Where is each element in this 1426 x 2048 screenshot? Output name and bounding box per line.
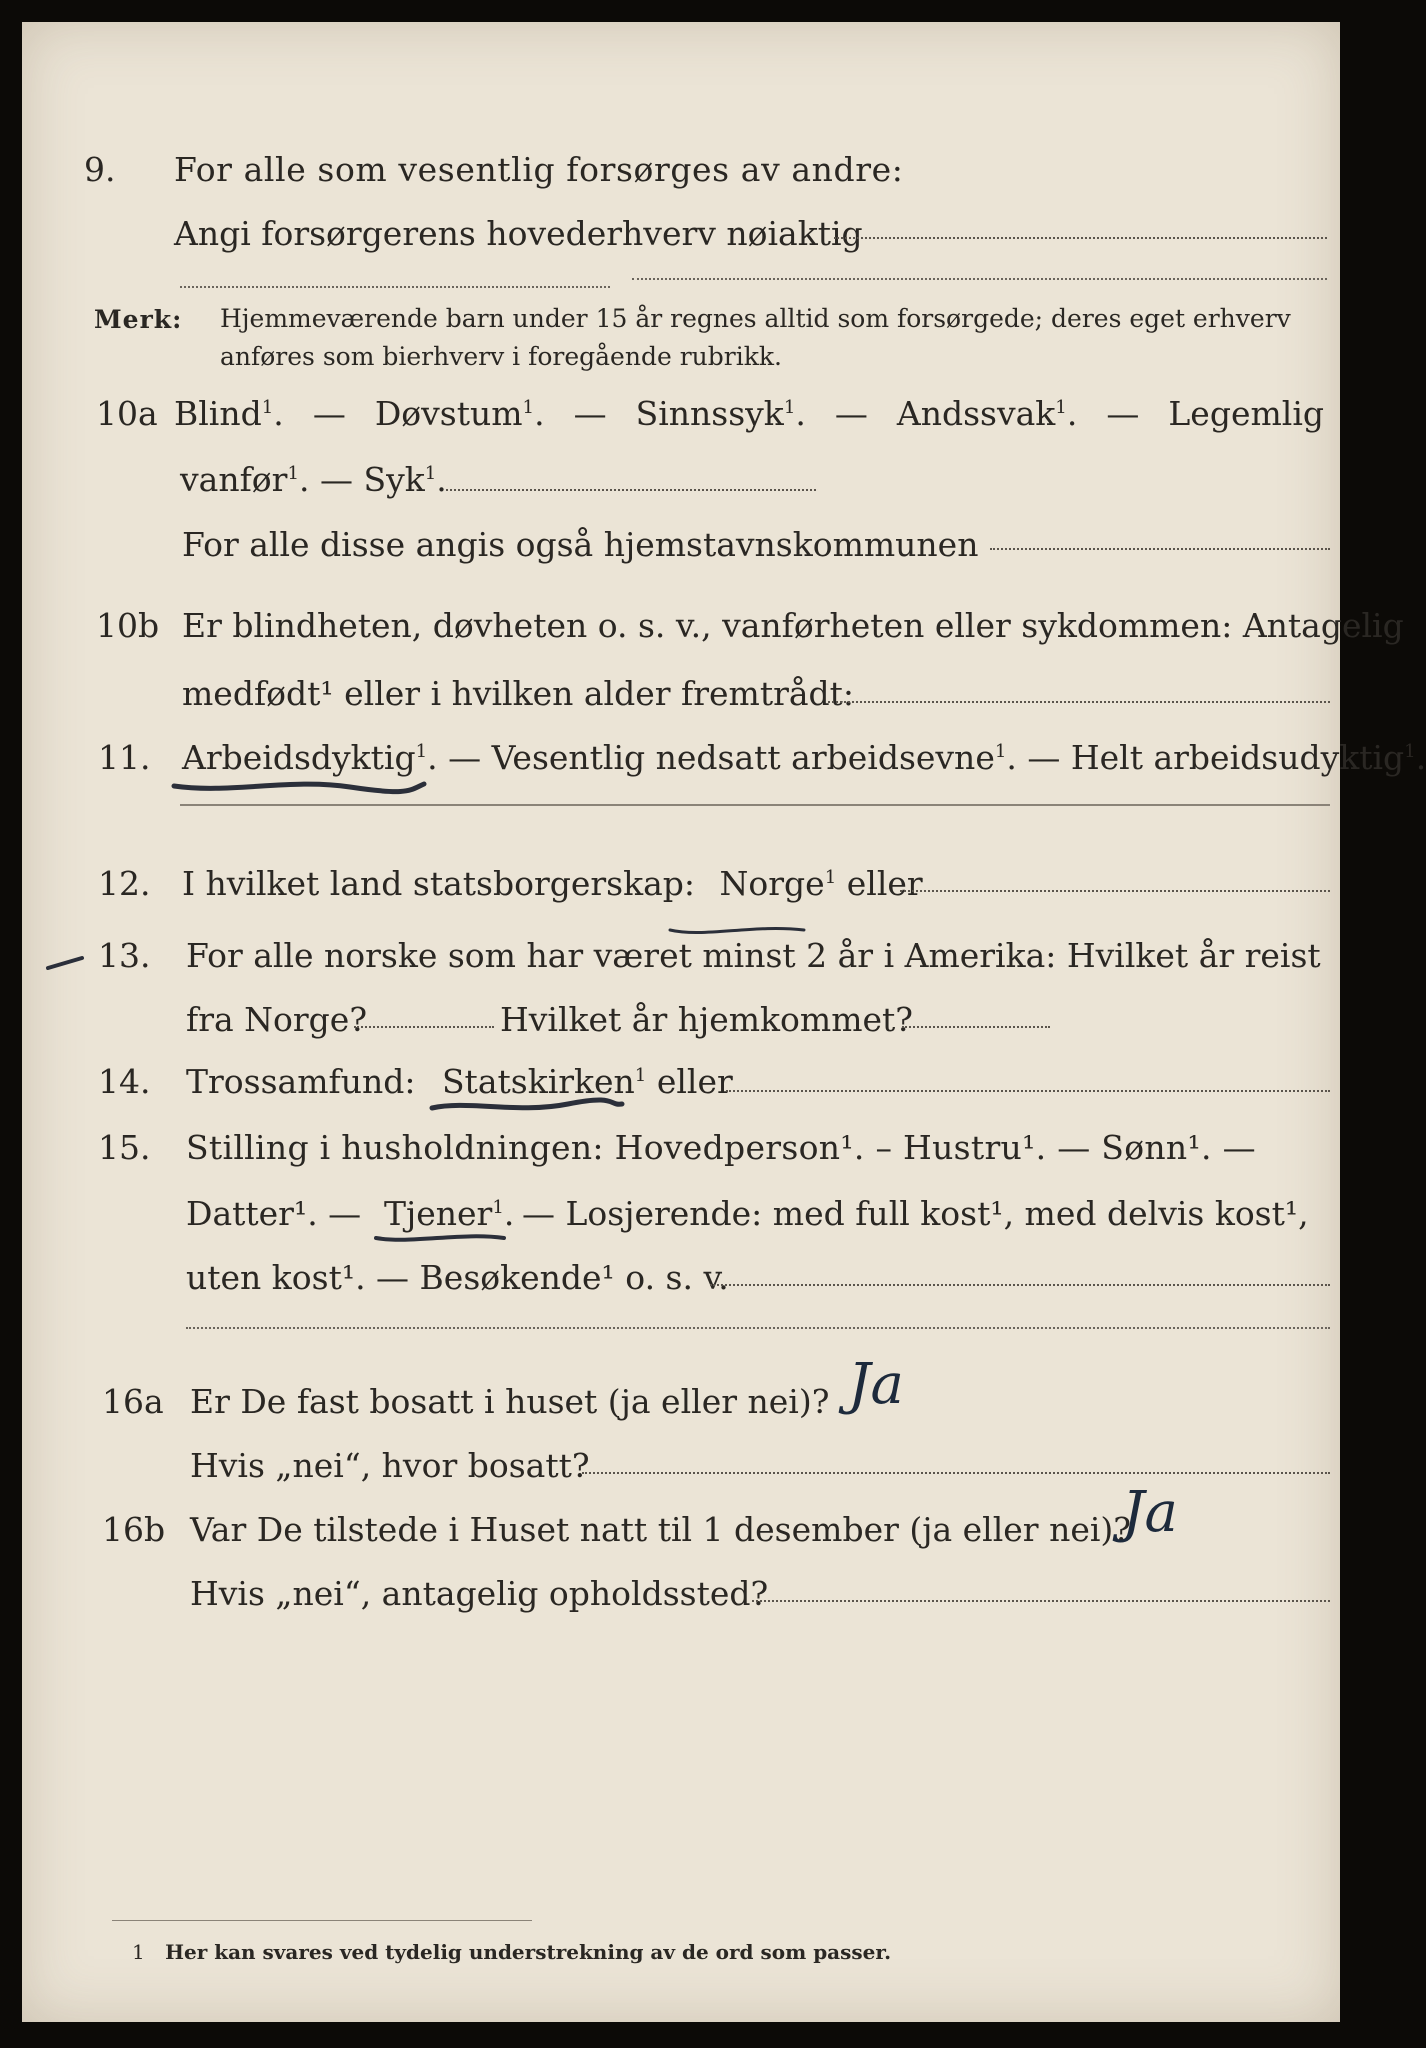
option-legemlig[interactable]: Legemlig — [1168, 394, 1324, 433]
question-text: Hvis „nei“, hvor bosatt? — [190, 1446, 590, 1485]
answer-field-q9-extra-left[interactable] — [180, 286, 610, 288]
question-text: Var De tilstede i Huset natt til 1 desember (ja eller nei)? — [190, 1510, 1131, 1549]
question-text: For alle norske som har været minst 2 år i Amerika: Hvilket år reist — [186, 936, 1321, 975]
handwritten-underline-statskirken — [428, 1096, 628, 1118]
question-text: Trossamfund: — [186, 1062, 416, 1101]
answer-field-q15-extra[interactable] — [186, 1327, 1330, 1329]
question-number: 16b — [102, 1510, 166, 1549]
answer-field-q9-extra-right[interactable] — [632, 278, 1327, 280]
question-number: 10a — [96, 394, 158, 433]
question-text: Hvis „nei“, antagelig opholdssted? — [190, 1574, 769, 1613]
question-tail: eller — [846, 864, 923, 903]
question-options: Blind$^1$. — Døvstum$^1$. — Sinnssyk$^1$. — Andssvak$^1$. — Legemlig — [174, 394, 1324, 433]
option-statskirken[interactable]: Statskirken$^1$ — [441, 1062, 647, 1101]
question-text: uten kost¹. — Besøkende¹ o. s. v. — [186, 1258, 729, 1297]
question-text: — Losjerende: med full kost¹, med delvis kost¹, — [522, 1194, 1309, 1233]
answer-field-reist[interactable] — [354, 1004, 494, 1028]
option-norge[interactable]: Norge$^1$ — [719, 864, 837, 903]
question-text: I hvilket land statsborgerskap: — [182, 864, 696, 903]
answer-field-q15[interactable] — [710, 1262, 1330, 1286]
answer-field-q10a[interactable] — [446, 467, 816, 491]
handwritten-overline-minst — [664, 920, 814, 944]
handwritten-underline-tjener — [372, 1228, 512, 1248]
answer-field-q9[interactable] — [834, 215, 1327, 239]
merk-line: anføres som bierhverv i foregående rubrikk. — [220, 342, 782, 371]
option-tjener[interactable]: Tjener$^1$. — [384, 1194, 515, 1233]
handwritten-answer-16b[interactable]: Ja — [1122, 1480, 1178, 1545]
question-number: 16a — [102, 1382, 164, 1421]
option-nedsatt[interactable]: Vesentlig nedsatt arbeidsevne$^1$. — [491, 738, 1017, 777]
answer-field-q14[interactable] — [726, 1068, 1330, 1092]
question-text: medfødt¹ eller i hvilken alder fremtrådt: — [182, 674, 855, 713]
question-number: 14. — [98, 1062, 151, 1101]
option-dovstum[interactable]: Døvstum$^1$. — [374, 394, 545, 433]
footnote-rule — [112, 1920, 532, 1921]
option-blind[interactable]: Blind$^1$. — [174, 394, 284, 433]
merk-line: Hjemmeværende barn under 15 år regnes alltid som forsørgede; deres eget erhverv — [220, 304, 1291, 333]
question-number: 10b — [96, 606, 160, 645]
question-number: 15. — [98, 1128, 151, 1167]
option-sinnssyk[interactable]: Sinnssyk$^1$. — [635, 394, 806, 433]
question-tail: eller — [656, 1062, 733, 1101]
option-arbeidsdyktig[interactable]: Arbeidsdyktig$^1$. — [182, 738, 438, 777]
option-udyktig[interactable]: Helt arbeidsudyktig$^1$. — [1070, 738, 1426, 777]
answer-field-q12[interactable] — [900, 868, 1330, 892]
answer-rule-q11[interactable] — [180, 804, 1330, 806]
merk-note — [220, 300, 1291, 376]
question-number: 13. — [98, 936, 151, 975]
footnote — [132, 1940, 891, 1964]
question-text: Er blindheten, døvheten o. s. v., vanførheten eller sykdommen: Antagelig — [182, 606, 1404, 645]
answer-field-16a[interactable] — [582, 1450, 1330, 1474]
option-andssvak[interactable]: Andssvak$^1$. — [896, 394, 1078, 433]
question-text: For alle disse angis også hjemstavnskommunen — [182, 525, 979, 564]
question-text: Angi forsørgerens hovederhverv nøiaktig — [174, 214, 863, 253]
question-text: fra Norge? — [186, 1000, 368, 1039]
handwritten-underline-arbeidsdyktig — [170, 774, 430, 798]
answer-field-hjemkommet[interactable] — [902, 1004, 1050, 1028]
question-text: Stilling i husholdningen: Hovedperson¹. – Hustru¹. — Sønn¹. — — [186, 1128, 1256, 1167]
census-form-page: 9. For alle som vesentlig forsørges av andre: Angi forsørgerens hovederhverv nøiaktig Merk: Hjemmeværende barn under 15 år regnes alltid som forsørgede; deres eget erhverv anføres som bierhverv i foregående rubrikk. 10a Blind$^1$. — Døvstum$^1$. — Sinnssyk$^1$. — Andssvak$^1$. — Legemlig vanfør$^1$. — Syk$^1$. For alle disse angis også hjemstavnskommunen 10b Er blindheten, døvheten o. s. v., vanførheten eller sykdommen: Antagelig medfødt¹ eller i hvilken alder fremtrådt: 11. Arbeidsdyktig$^1$. — Vesentlig nedsatt arbeidsevne$^1$. — Helt arbeidsudyktig$^1$. 12. I hvilket land statsborgerskap: Norge$^1$ eller 13. For alle norske som har været minst 2 år i Amerika: Hvilket år reist fra Norge? Hvilket år hjemkommet? 14. Trossamfund: Statskirken$^1$ eller 15. Stilling i husholdningen: Hovedperson¹. – Hustru¹. — Sønn¹. — Datter¹. — Tjener$^1$. — Losjerende: med full kost¹, med delvis kost¹, uten kost¹. — Besøkende¹ o. s. v. 16a Er De fast bosatt i huset (ja eller nei)? Ja Hvis „nei“, hvor bosatt? 16b Var De tilstede i Huset natt til 1 desember (ja eller nei)? Ja Hvis „nei“, antagelig opholdssted? 1 Her kan svares ved tydelig understrekning av de ord som passer. — [22, 22, 1340, 2022]
answer-field-q10b[interactable] — [828, 679, 1330, 703]
option-vanfor-syk[interactable]: vanfør$^1$. — Syk$^1$. — [180, 460, 447, 499]
answer-field-16b[interactable] — [752, 1578, 1330, 1602]
footnote-text: Her kan svares ved tydelig understrekning av de ord som passer. — [165, 1940, 892, 1964]
question-text: For alle som vesentlig forsørges av andre: — [174, 150, 904, 189]
question-number: 9. — [84, 150, 116, 189]
footnote-mark: 1 — [132, 1940, 145, 1964]
question-number: 12. — [98, 864, 151, 903]
question-text: Datter¹. — — [186, 1194, 362, 1233]
question-text: Er De fast bosatt i huset (ja eller nei)? — [190, 1382, 830, 1421]
question-number: 11. — [98, 738, 151, 777]
merk-label: Merk: — [94, 305, 183, 334]
answer-field-hjemstavn[interactable] — [990, 526, 1330, 550]
handwritten-answer-16a[interactable]: Ja — [848, 1352, 904, 1417]
margin-mark — [42, 946, 92, 976]
question-text: Hvilket år hjemkommet? — [500, 1000, 913, 1039]
